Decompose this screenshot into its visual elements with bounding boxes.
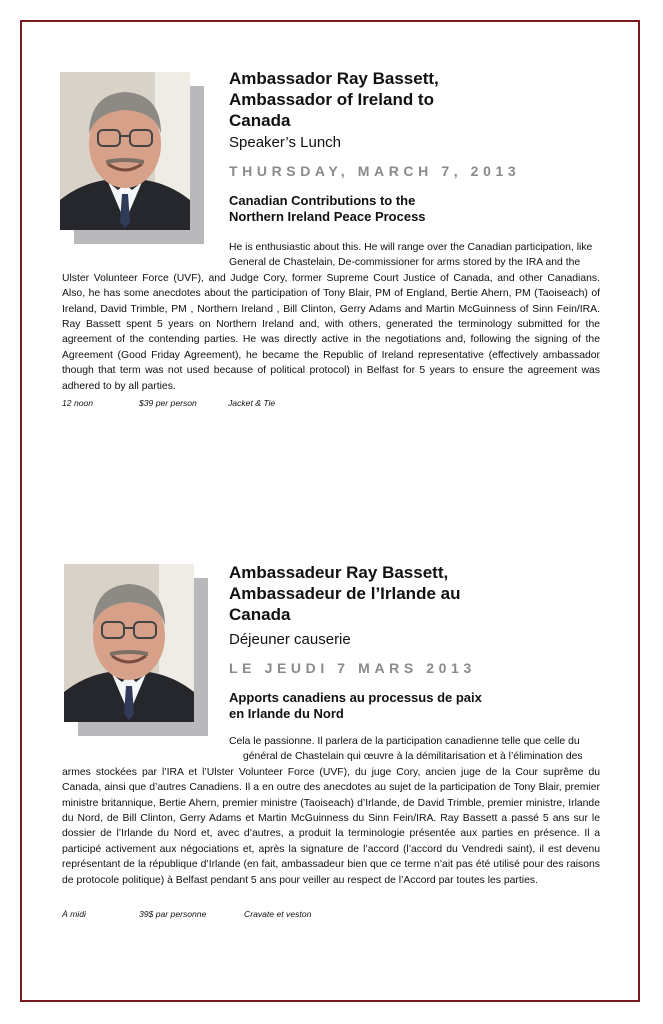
title-line: Ambassador of Ireland to	[229, 90, 434, 109]
talk-topic	[229, 193, 569, 225]
event-date: LE JEUDI 7 MARS 2013	[229, 660, 476, 676]
event-price: 39$ par personne	[139, 909, 207, 919]
event-price: $39 per person	[139, 398, 197, 408]
talk-topic	[229, 690, 569, 722]
speaker-photo	[64, 564, 194, 722]
event-time: À midi	[62, 909, 86, 919]
topic-line: Northern Ireland Peace Process	[229, 209, 426, 224]
speaker-photo-frame	[64, 564, 214, 734]
title-line: Ambassadeur Ray Bassett,	[229, 563, 449, 582]
topic-line: Canadian Contributions to the	[229, 193, 416, 208]
description-line: général de Chastelain qui œuvre à la démilitarisation et à l’élimination des	[243, 751, 583, 763]
event-type: Déjeuner causerie	[229, 631, 351, 648]
event-type: Speaker’s Lunch	[229, 134, 342, 151]
title-line: Canada	[229, 605, 291, 624]
description-line: General de Chastelain, De-commissioner for arms stored by the IRA and the	[229, 257, 581, 269]
dress-code: Jacket & Tie	[228, 398, 276, 408]
description-line: Cela le passionne. Il parlera de la participation canadienne telle que celle du	[229, 736, 580, 747]
title-line: Canada	[229, 111, 291, 130]
event-date: THURSDAY, MARCH 7, 2013	[229, 163, 521, 179]
topic-line: Apports canadiens au processus de paix	[229, 690, 482, 705]
speaker-portrait-illustration	[64, 564, 194, 722]
event-title	[229, 68, 569, 131]
dress-code: Cravate et veston	[244, 909, 312, 919]
speaker-portrait-illustration	[60, 72, 190, 230]
title-line: Ambassador Ray Bassett,	[229, 69, 439, 88]
title-line: Ambassadeur de l’Irlande au	[229, 584, 461, 603]
event-title	[229, 562, 569, 625]
description-line: He is enthusiastic about this. He will range over the Canadian participation, like	[229, 242, 593, 253]
description-paragraph: armes stockées par l’IRA et l’Ulster Volunteer Force (UVF), du juge Cory, ancien juge de la Cour suprême du Canada, ainsi que d’autres Canadiens. Il a en outre des anecdotes au sujet de la participation de Tony Blair, premier ministre britannique, Bertie Ahern, premier ministre (Taoiseach) d’Irlande, de David Trimble, premier ministre, Irlande du Nord, de Bill Clinton, Gerry Adams et Martin McGuinness du Sinn Fein/IRA. Ray Bassett a passé 5 ans sur le dossier de l’Irlande du Nord et, avec d’autres, a produit la terminologie présentée aux parties en présence. Il a participé activement aux négociations et, après la signature de l’accord (l’accord du Vendredi saint), il est devenu représentant de la république d’Irlande (en fait, ambassadeur bien que ce terme n’ait pas été utilisé pour des raisons de protocole politique) à Belfast pendant 5 ans pour veiller au respect de l’Accord par toutes les parties.	[62, 766, 600, 886]
event-time: 12 noon	[62, 398, 94, 408]
speaker-photo-frame	[60, 72, 210, 242]
description-paragraph: Ulster Volunteer Force (UVF), and Judge Cory, former Supreme Court Justice of Canada, and other Canadians. Also, he has some anecdotes about the participation of Tony Blair, PM of England, Bertie Ahern, PM (Taoiseach) of Ireland, David Trimble, PM , Northern Ireland , Bill Clinton, Gerry Adams and Martin McGuinness of Sinn Fein/IRA. Ray Bassett spent 5 years on Northern Ireland and, with others, generated the terminology submitted for the agreement of the contending parties. He was directly active in the negotiations and, following the signing of the Agreement (Good Friday Agreement), he became the Republic of Ireland representative (effectively ambassador though that term was not used because of political protocol) in Belfast for 5 years to ensure the agreement was adhered to by all parties.	[62, 272, 600, 392]
event-description	[62, 734, 600, 888]
speaker-photo	[60, 72, 190, 230]
event-description	[62, 240, 600, 394]
topic-line: en Irlande du Nord	[229, 706, 344, 721]
